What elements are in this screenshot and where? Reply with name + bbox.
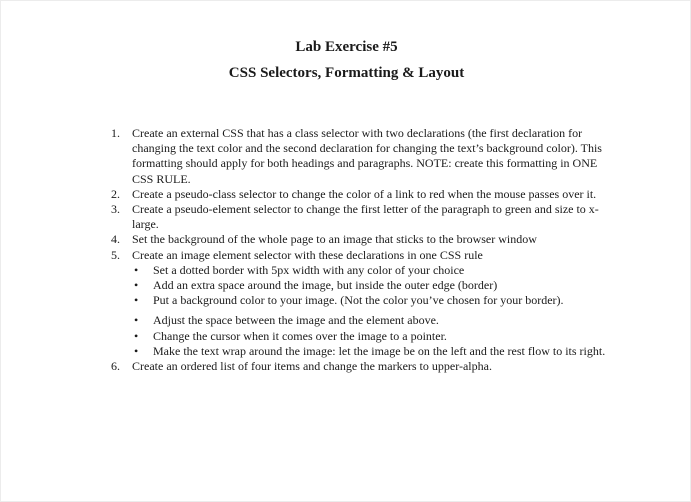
- page-subtitle: CSS Selectors, Formatting & Layout: [228, 65, 465, 81]
- sub-item: [132, 293, 611, 308]
- sub-item-text: Set a dotted border with 5px width with any color of your choice: [153, 262, 465, 277]
- item-text: Set the background of the whole page to an image that sticks to the browser window: [132, 232, 537, 247]
- bullet-icon: •: [134, 278, 139, 293]
- sub-list: [132, 263, 611, 359]
- sub-item: [132, 344, 611, 359]
- item-number: 1.: [111, 126, 120, 140]
- sub-item: [132, 313, 611, 328]
- page-title: Lab Exercise #5: [295, 39, 398, 55]
- sub-item-text: Make the text wrap around the image: let the image be on the left and the rest flow to its right.: [153, 343, 606, 358]
- item-number: 2.: [111, 186, 120, 201]
- exercise-item-4: [111, 232, 611, 247]
- sub-item: [132, 278, 611, 293]
- sub-item: [132, 263, 611, 278]
- bullet-icon: •: [134, 262, 139, 277]
- item-text: Create an image element selector with these declarations in one CSS rule: [132, 247, 483, 262]
- item-number: 4.: [111, 232, 120, 247]
- item-text: Create an ordered list of four items and change the markers to upper-alpha.: [132, 359, 492, 374]
- item-text: Create a pseudo-class selector to change the color of a link to red when the mouse passes over it.: [132, 186, 597, 201]
- sub-item-text: Adjust the space between the image and the element above.: [153, 313, 439, 328]
- sub-item-text: Add an extra space around the image, but inside the outer edge (border): [153, 278, 498, 293]
- exercise-item-6: [111, 359, 611, 374]
- bullet-icon: •: [134, 313, 139, 328]
- bullet-icon: •: [134, 293, 139, 308]
- exercise-item-2: [111, 187, 611, 202]
- item-text: Create a pseudo-element selector to change the first letter of the paragraph to green and size to x-large.: [132, 202, 599, 232]
- sub-item-text: Put a background color to your image. (Not the color you’ve chosen for your border).: [153, 293, 564, 308]
- bullet-icon: •: [134, 343, 139, 358]
- item-number: 6.: [111, 359, 120, 374]
- exercise-item-5: [111, 248, 611, 359]
- exercise-list: [111, 126, 611, 374]
- sub-item: [132, 329, 611, 344]
- sub-item-text: Change the cursor when it comes over the image to a pointer.: [153, 328, 447, 343]
- bullet-icon: •: [134, 328, 139, 343]
- item-text: Create an external CSS that has a class selector with two declarations (the first declaration for changing the text color and the second declaration for changing the text’s background color). This formatting should apply for both headings and paragraphs. NOTE: create this formatting in ONE CSS RULE.: [132, 126, 602, 186]
- item-number: 3.: [111, 202, 120, 217]
- item-number: 5.: [111, 247, 120, 262]
- exercise-item-1: [111, 126, 611, 187]
- exercise-item-3: [111, 202, 611, 232]
